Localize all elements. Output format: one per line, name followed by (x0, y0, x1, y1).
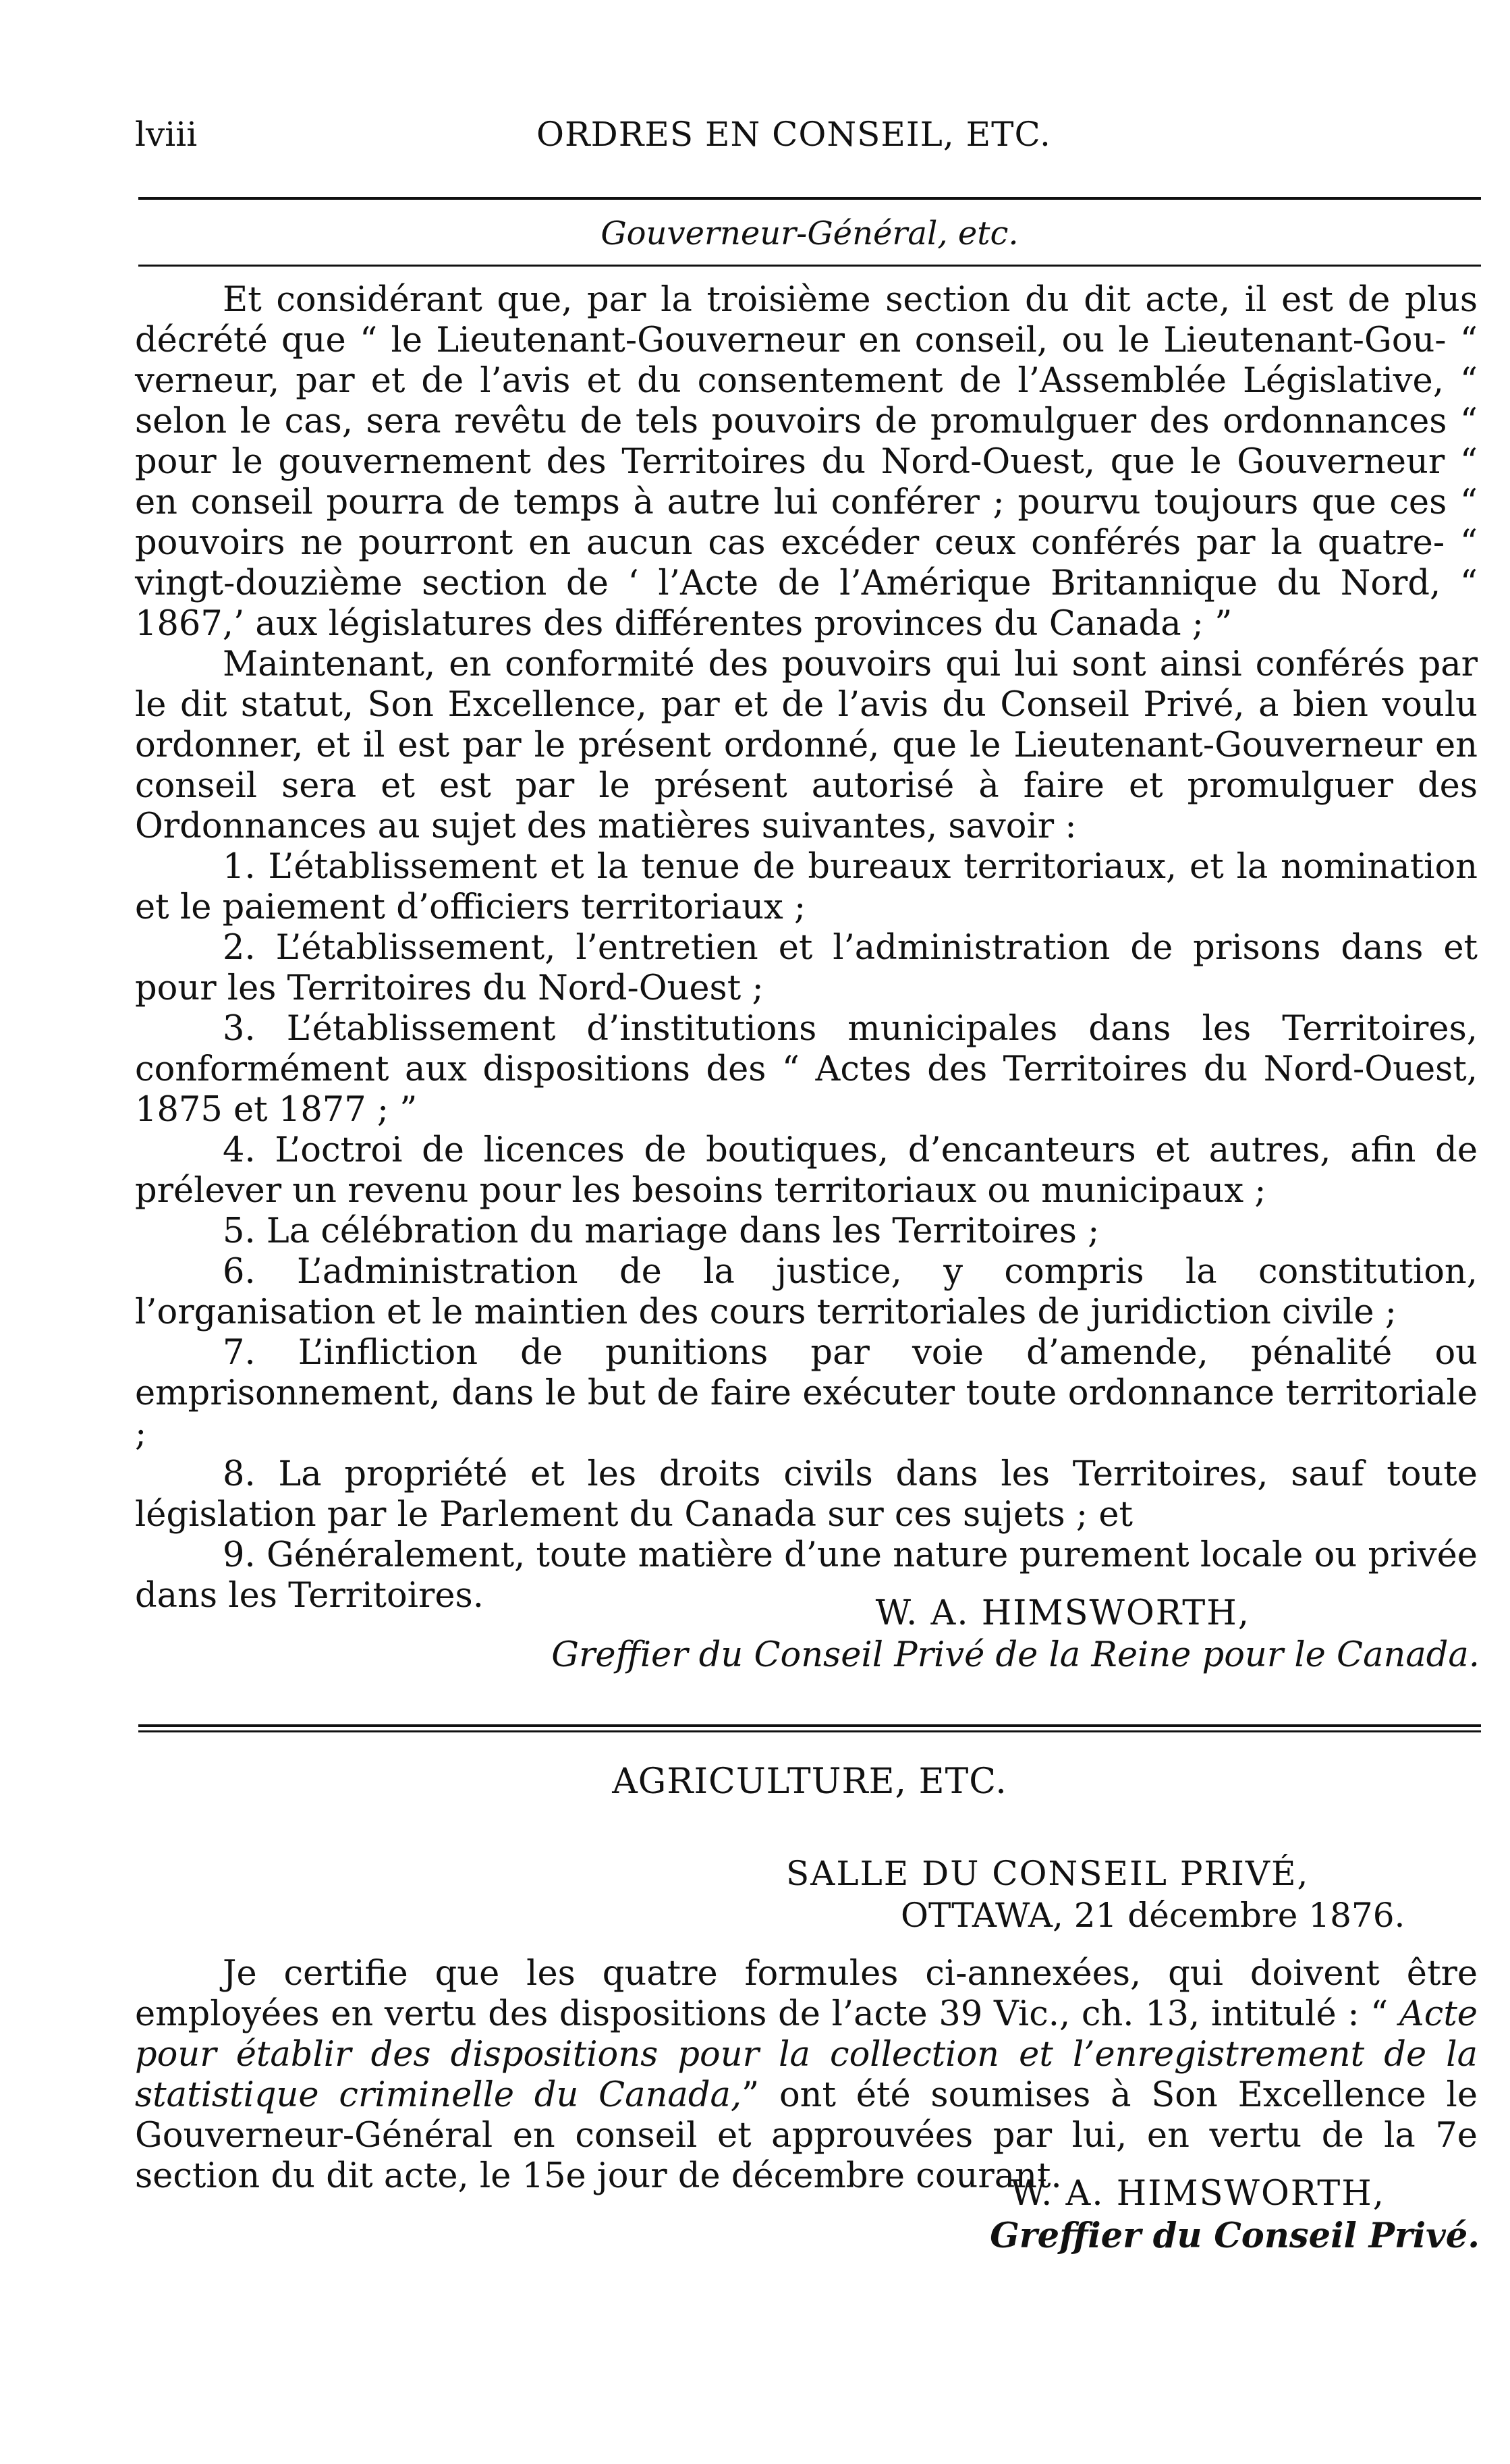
paragraph-considerant: Et considérant que, par la troisième section du dit acte, il est de plus décrété que “ le Lieutenant-Gouverneur en conseil, ou le Lieutenant-Gou- “ verneur, par et de l’avis et du consentement de l’Assemblée Législative, “ selon le cas, sera revêtu de tels pouvoirs de promulguer des ordonnances “ pour le gouvernement des Territoires du Nord-Ouest, que le Gouverneur “ en conseil pourra de temps à autre lui conférer ; pourvu toujours que ces “ pouvoirs ne pourront en aucun cas excéder ceux conférés par la quatre- “ vingt-douzième section de ‘ l’Acte de l’Amérique Britannique du Nord, “ 1867,’ aux législatures des différentes provinces du Canada ; ” (135, 280, 1478, 644)
signature-name: W. A. HIMSWORTH, (875, 1593, 1250, 1633)
list-item: 4. L’octroi de licences de boutiques, d’encanteurs et autres, afin de prélever un revenu pour les besoins territoriaux ou municipaux ; (135, 1130, 1478, 1211)
running-title: ORDRES EN CONSEIL, ETC. (536, 115, 1051, 154)
certification-text-start: Je certifie que les quatre formules ci-annexées, qui doivent être employées en vertu des dispositions de l’acte 39 Vic., ch. 13, intitulé : “ (135, 1954, 1478, 2034)
certification-paragraph (135, 1954, 1478, 2197)
first-order-body (135, 280, 1478, 1616)
list-item: 8. La propriété et les droits civils dans les Territoires, sauf toute législation par le Parlement du Canada sur ces sujets ; et (135, 1454, 1478, 1535)
list-item: 6. L’administration de la justice, y compris la constitution, l’organisation et le maintien des cours territoriales de juridiction civile ; (135, 1252, 1478, 1332)
section-subtitle: Gouverneur-Général, etc. (600, 215, 1019, 252)
location-line: SALLE DU CONSEIL PRIVÉ, (786, 1854, 1310, 1893)
second-signature (990, 2173, 1480, 2257)
page-header (135, 101, 1484, 155)
location-block (786, 1853, 1405, 1936)
list-item: 1. L’établissement et la tenue de bureaux territoriaux, et la nomination et le paiement d’officiers territoriaux ; (135, 847, 1478, 927)
paragraph-maintenant: Maintenant, en conformité des pouvoirs qui lui sont ainsi conférés par le dit statut, Son Excellence, par et de l’avis du Conseil Privé, a bien voulu ordonner, et il est par le présent ordonné, que le Lieutenant-Gouverneur en conseil sera et est par le présent autorisé à faire et promulguer des Ordonnances au sujet des matières suivantes, savoir : (135, 645, 1478, 846)
section-title: AGRICULTURE, ETC. (612, 1761, 1007, 1802)
page-number: lviii (135, 115, 198, 154)
second-order-body (135, 1954, 1478, 2197)
section-divider-bottom (138, 1730, 1481, 1732)
place-date-line: OTTAWA, 21 décembre 1876. (901, 1896, 1405, 1935)
list-item: 3. L’établissement d’institutions municipales dans les Territoires, conformément aux dispositions des “ Actes des Territoires du Nord-Ouest, 1875 et 1877 ; ” (135, 1009, 1478, 1130)
header-rule (138, 197, 1481, 200)
signature-title: Greffier du Conseil Privé de la Reine pour le Canada. (551, 1635, 1480, 1675)
list-item: 5. La célébration du mariage dans les Territoires ; (223, 1211, 1100, 1251)
act-title: Acte pour établir des dispositions pour la collection et l’enregistrement de la statistique criminelle du Canada, (135, 1994, 1478, 2115)
subtitle-rule (138, 265, 1481, 267)
certification-text-end: ” ont été soumises à Son Excellence le Gouverneur-Général en conseil et approuvées par lui, en vertu de la 7e section du dit acte, le 15e jour de décembre courant. (135, 2075, 1478, 2196)
first-signature (551, 1593, 1480, 1676)
list-item: 9. Généralement, toute matière d’une nature purement locale ou privée dans les Territoires. (135, 1535, 1478, 1616)
signature-name: W. A. HIMSWORTH, (1010, 2174, 1385, 2214)
signature-title: Greffier du Conseil Privé. (990, 2216, 1480, 2256)
section-divider-top (138, 1724, 1481, 1727)
list-item: 2. L’établissement, l’entretien et l’administration de prisons dans et pour les Territoires du Nord-Ouest ; (135, 928, 1478, 1008)
list-item: 7. L’infliction de punitions par voie d’amende, pénalité ou emprisonnement, dans le but de faire exécuter toute ordonnance territoriale ; (135, 1333, 1478, 1454)
